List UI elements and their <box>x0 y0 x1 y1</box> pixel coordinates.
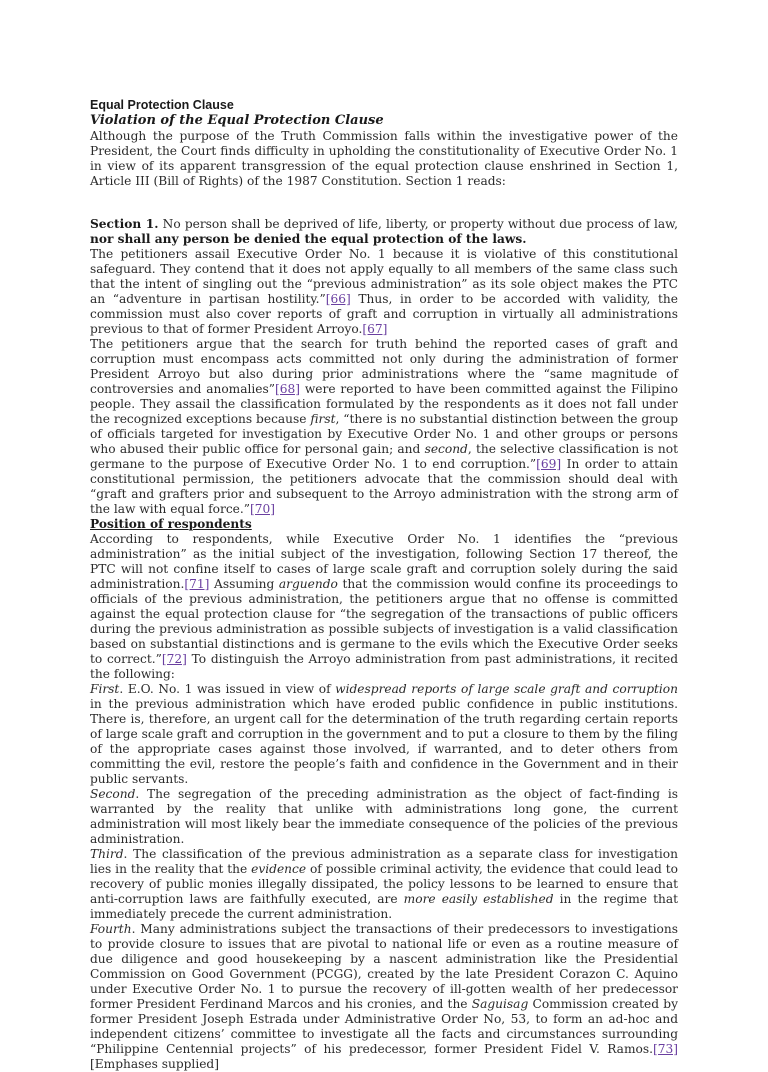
respondents-paragraph <box>90 532 678 682</box>
footnote-link-72[interactable]: [72] <box>161 652 187 666</box>
footnote-link-73[interactable]: [73] <box>652 1042 678 1056</box>
document-page <box>90 97 678 1072</box>
text-run: . The segregation of the preceding administration as the object of fact-finding is warranted by the reality that unlike with administrations long gone, the current administration will most likely bear the immediate consequence of the policies of the previous administration. <box>90 787 678 846</box>
text-run: . The classification of the previous administration as a separate class for investigation lies in the reality that the <box>90 847 678 876</box>
petitioners-paragraph-1 <box>90 247 678 337</box>
italic-run: Fourth <box>90 922 132 936</box>
third-reason-paragraph <box>90 847 678 922</box>
footnote-link-71[interactable]: [71] <box>184 577 210 591</box>
second-reason-paragraph <box>90 787 678 847</box>
footnote-link-69[interactable]: [69] <box>536 457 562 471</box>
footnote-link-68[interactable]: [68] <box>275 382 301 396</box>
text-run: In order to attain constitutional permission, the petitioners advocate that the commission should deal with “graft and grafters prior and subsequent to the Arroyo administration with the strong arm of the law with equal force.” <box>90 457 678 516</box>
italic-run: Second <box>90 787 136 801</box>
first-reason-paragraph <box>90 682 678 787</box>
text-run: , the selective classification is not germane to the purpose of Executive Order No. 1 to end corruption.” <box>90 442 678 471</box>
text-run: in the previous administration which have eroded public confidence in public institutions. There is, therefore, an urgent call for the determination of the truth regarding certain reports of large scale graft and corruption in the government and to put a closure to them by the filing of the appropriate cases against those involved, if warranted, and to deter others from committing the evil, restore the people’s faith and confidence in the Government and in their public servants. <box>90 697 678 786</box>
text-run: . E.O. No. 1 was issued in view of <box>119 682 336 696</box>
text-run: According to respondents, while Executive Order No. 1 identifies the “previous administration” as the initial subject of the investigation, following Section 17 thereof, the PTC will not confine itself to cases of large scale graft and corruption solely during the said administration. <box>90 532 678 591</box>
section-1-quote <box>90 217 678 247</box>
italic-run: second <box>424 442 468 456</box>
section-1-label: Section 1. <box>90 217 159 231</box>
text-run: The petitioners assail Executive Order No. 1 because it is violative of this constitutional safeguard. They contend that it does not apply equally to all members of the same class such that the intent of singling out the “previous administration” as its sole object makes the PTC an “adventure in partisan hostility.” <box>90 247 678 306</box>
text-run: Thus, in order to be accorded with validity, the commission must also cover reports of graft and corruption in virtually all administrations previous to that of former President Arroyo. <box>90 292 678 336</box>
text-run: , “there is no substantial distinction between the group of officials targeted for investigation by Executive Order No. 1 and other groups or persons who abused their public office for personal gain; and <box>90 412 678 456</box>
document-subheading: Violation of the Equal Protection Clause <box>90 113 384 128</box>
italic-run: first <box>310 412 336 426</box>
intro-paragraph: Although the purpose of the Truth Commission falls within the investigative power of the President, the Court finds difficulty in upholding the constitutionality of Executive Order No. 1 in view of its apparent transgression of the equal protection clause enshrined in Section 1, Article III (Bill of Rights) of the 1987 Constitution. Section 1 reads: <box>90 129 678 188</box>
document-heading: Equal Protection Clause <box>90 98 234 112</box>
footnote-link-66[interactable]: [66] <box>325 292 351 306</box>
text-run: Commission created by former President Joseph Estrada under Administrative Order No, 53, to form an ad-hoc and independent citizens’ committee to investigate all the facts and circumstances surrounding “Philippine Centennial projects” of his predecessor, former President Fidel V. Ramos. <box>90 997 678 1056</box>
petitioners-paragraph-2 <box>90 337 678 517</box>
italic-run: arguendo <box>278 577 338 591</box>
italic-run: Third <box>90 847 124 861</box>
text-run: in the regime that immediately precede the current administration. <box>90 892 679 921</box>
text-run: that the commission would confine its proceedings to officials of the previous administration, the petitioners argue that no offense is committed against the equal protection clause for “the segregation of the transactions of public officers during the previous administration as possible subjects of investigation is a valid classification based on substantial distinctions and is germane to the evils which the Executive Order seeks to correct.” <box>90 577 679 666</box>
spacer <box>90 189 678 217</box>
italic-run: Saguisag <box>471 997 529 1011</box>
footnote-link-70[interactable]: [70] <box>249 502 276 516</box>
italic-run: evidence <box>251 862 307 876</box>
italic-run: First <box>90 682 120 696</box>
italic-run: widespread reports of large scale graft and corruption <box>335 682 678 696</box>
text-run: [Emphases supplied] <box>90 1057 219 1071</box>
section-title-respondents: Position of respondents <box>90 517 252 531</box>
text-run: The petitioners argue that the search for truth behind the reported cases of graft and corruption must encompass acts committed not only during the administration of former President Arroyo but also during prior administrations where the “same magnitude of controversies and anomalies” <box>90 337 678 396</box>
italic-run: more easily established <box>403 892 554 906</box>
fourth-reason-paragraph <box>90 922 678 1072</box>
text-run: were reported to have been committed against the Filipino people. They assail the classification formulated by the respondents as it does not fall under the recognized exceptions because <box>90 382 678 426</box>
text-run: of possible criminal activity, the evidence that could lead to recovery of public monies illegally dissipated, the policy lessons to be learned to ensure that anti-corruption laws are faithfully executed, are <box>90 862 678 906</box>
text-run: Assuming <box>209 577 279 591</box>
footnote-link-67[interactable]: [67] <box>362 322 388 336</box>
text-run: To distinguish the Arroyo administration from past administrations, it recited the following: <box>90 652 678 681</box>
section-1-text: No person shall be deprived of life, liberty, or property without due process of law, <box>158 217 678 231</box>
text-run: . Many administrations subject the transactions of their predecessors to investigations to provide closure to issues that are pivotal to national life or even as a routine measure of due diligence and good housekeeping by a nascent administration like the Presidential Commission on Good Government (PCGG), created by the late President Corazon C. Aquino under Executive Order No. 1 to pursue the recovery of ill-gotten wealth of her predecessor former President Ferdinand Marcos and his cronies, and the <box>90 922 678 1011</box>
section-1-bold-text: nor shall any person be denied the equal protection of the laws. <box>90 232 527 246</box>
